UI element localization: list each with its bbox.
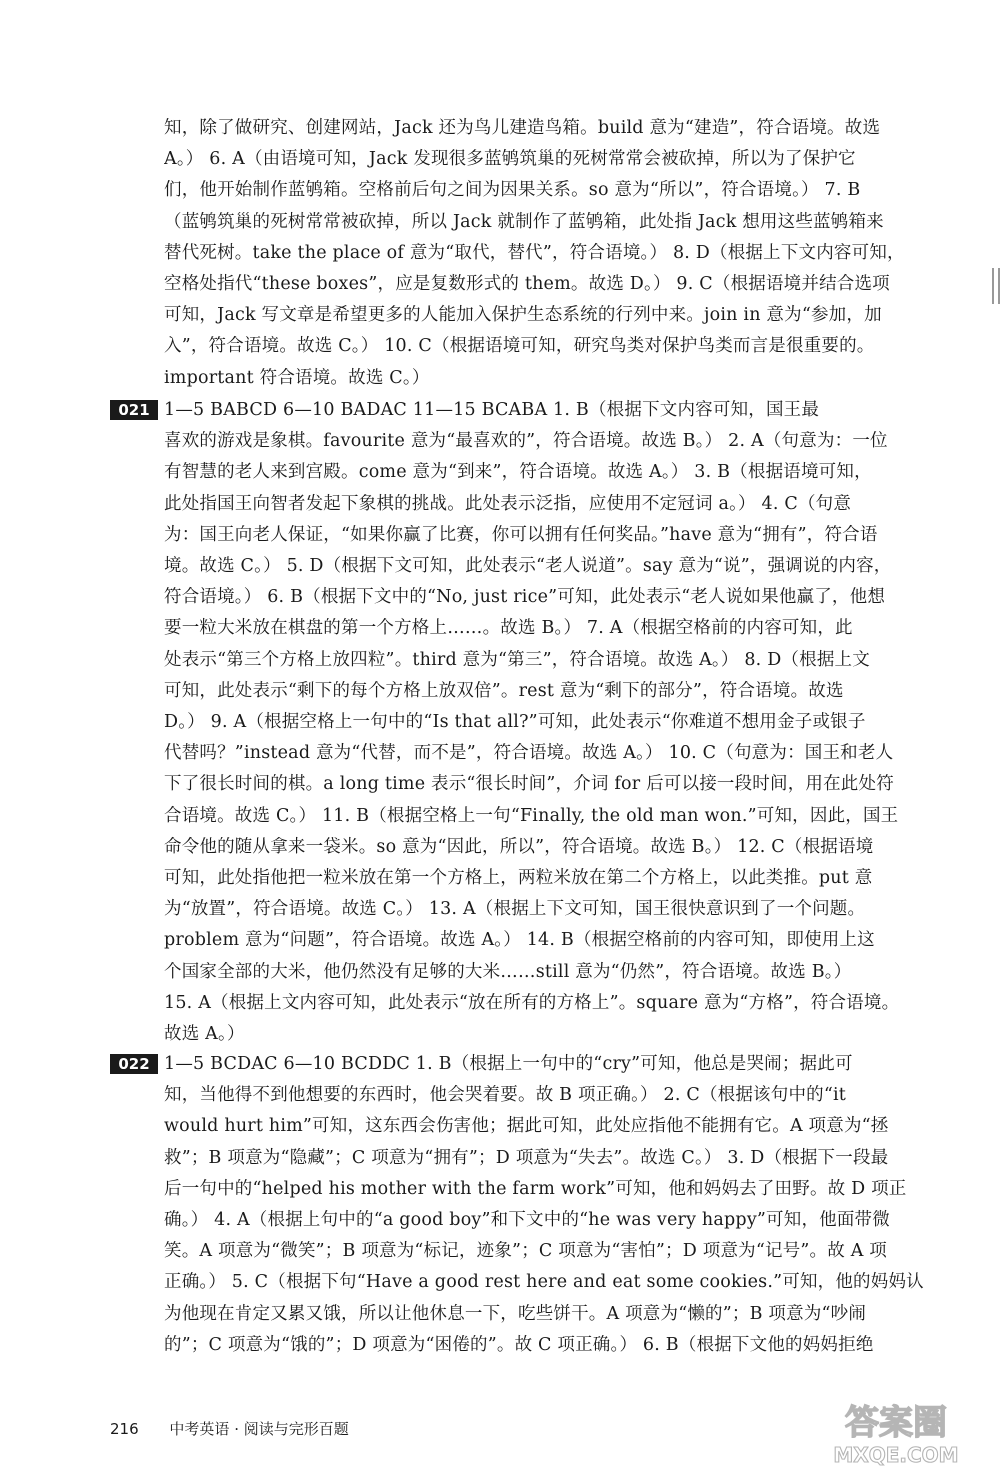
text-line: 代替吗？”instead 意为“代替，而不是”，符合语境。故选 A。） 10. C（句意为：国王和老人 — [164, 743, 894, 764]
text-line: 知，当他得不到他想要的东西时，他会哭着要。故 B 项正确。） 2. C（根据该句中的“it — [164, 1085, 847, 1106]
text-line: important 符合语境。故选 C。） — [164, 367, 430, 388]
text-line: 合语境。故选 C。） 11. B（根据空格上一句“Finally, the old man won.”可知，因此，国王 — [164, 805, 899, 826]
exercise-number-badge: 021 — [110, 400, 158, 420]
text-line: 1—5 BCDAC 6—10 BCDDC 1. B（根据上一句中的“cry”可知，他总是哭闹；据此可 — [164, 1054, 853, 1074]
text-line: D。） 9. A（根据空格上一句中的“Is that all?”可知，此处表示“你难道不想用金子或银子 — [164, 712, 866, 733]
text-line: 处表示“第三个方格上放四粒”。third 意为“第三”，符合语境。故选 A。） 8. D（根据上文 — [164, 649, 870, 670]
text-line: 正确。） 5. C（根据下句“Have a good rest here and eat some cookies.”可知，他的妈妈认 — [164, 1272, 924, 1293]
exercise-number-badge: 022 — [110, 1054, 158, 1074]
text-line: 可知，此处指他把一粒米放在第一个方格上，两粒米放在第二个方格上，以此类推。put 意 — [164, 868, 873, 889]
text-line: 可知，此处表示“剩下的每个方格上放双倍”。rest 意为“剩下的部分”，符合语境。故选 — [164, 680, 844, 701]
text-line: 命令他的随从拿来一袋米。so 意为“因此，所以”，符合语境。故选 B。） 12. C（根据语境 — [164, 836, 874, 857]
text-line: 下了很长时间的棋。a long time 表示“很长时间”，介词 for 后可以接一段时间，用在此处符 — [164, 774, 894, 795]
text-line: 为他现在肯定又累又饿，所以让他休息一下，吃些饼干。A 项意为“懒的”；B 项意为“吵闹 — [164, 1303, 867, 1324]
answer-section-022 — [164, 1049, 942, 1361]
book-title: 中考英语 · 阅读与完形百题 — [169, 1420, 349, 1438]
text-line: 为：国王向老人保证，“如果你赢了比赛，你可以拥有任何奖品。”have 意为“拥有”，符合语 — [164, 524, 878, 545]
watermark-logo — [806, 1396, 986, 1468]
text-line: 有智慧的老人来到宫殿。come 意为“到来”，符合语境。故选 A。） 3. B（根据语境可知， — [164, 462, 872, 483]
page-edge-mark — [992, 268, 1000, 304]
text-line: 境。故选 C。） 5. D（根据下文可知，此处表示“老人说道”。say 意为“说”，强调说的内容， — [164, 556, 892, 577]
text-line: （蓝鸲筑巢的死树常常被砍掉，所以 Jack 就制作了蓝鸲箱，此处指 Jack 想用这些蓝鸲箱来 — [164, 211, 884, 232]
svg-text:MXQE.COM: MXQE.COM — [833, 1443, 959, 1467]
text-line: 确。） 4. A（根据上句中的“a good boy”和下文中的“he was very happy”可知，他面带微 — [164, 1210, 890, 1231]
text-line: 的”；C 项意为“饿的”；D 项意为“困倦的”。故 C 项正确。） 6. B（根据下文他的妈妈拒绝 — [164, 1334, 874, 1355]
text-line: 笑。A 项意为“微笑”；B 项意为“标记，迹象”；C 项意为“害怕”；D 项意为“记号”。故 A 项 — [164, 1241, 888, 1262]
text-line: 个国家全部的大米，他仍然没有足够的大米……still 意为“仍然”，符合语境。故选 B。） — [164, 961, 852, 982]
answer-section-020-continued — [164, 113, 942, 394]
text-line: 知，除了做研究、创建网站，Jack 还为鸟儿建造鸟箱。build 意为“建造”，符合语境。故选 — [164, 118, 881, 138]
text-line: 此处指国王向智者发起下象棋的挑战。此处表示泛指，应使用不定冠词 a。） 4. C（句意 — [164, 493, 852, 514]
text-line: 后一句中的“helped his mother with the farm work”可知，他和妈妈去了田野。故 D 项正 — [164, 1178, 907, 1199]
text-line: 1—5 BABCD 6—10 BADAC 11—15 BCABA 1. B（根据下文内容可知，国王最 — [164, 400, 820, 420]
text-line: 为“放置”，符合语境。故选 C。） 13. A（根据上下文可知，国王很快意识到了一个问题。 — [164, 899, 866, 920]
page-number: 216 — [110, 1420, 139, 1438]
text-line: 们，他开始制作蓝鸲箱。空格前后句之间为因果关系。so 意为“所以”，符合语境。） 7. B — [164, 180, 861, 201]
text-line: 空格处指代“these boxes”，应是复数形式的 them。故选 D。） 9. C（根据语境并结合选项 — [164, 274, 890, 295]
text-line: 15. A（根据上文内容可知，此处表示“放在所有的方格上”。square 意为“方格”，符合语境。 — [164, 992, 900, 1013]
text-line: A。） 6. A（由语境可知，Jack 发现很多蓝鸲筑巢的死树常常会被砍掉，所以为了保护它 — [164, 149, 856, 170]
svg-text:答案圈: 答案圈 — [845, 1403, 947, 1443]
text-line: problem 意为“问题”，符合语境。故选 A。） 14. B（根据空格前的内容可知，即使用上这 — [164, 930, 875, 951]
text-line: 可知，Jack 写文章是希望更多的人能加入保护生态系统的行列中来。join in 意为“参加，加 — [164, 305, 882, 326]
text-line: would hurt him”可知，这东西会伤害他；据此可知，此处应指他不能拥有它。A 项意为“拯 — [164, 1116, 889, 1137]
text-line: 要一粒大米放在棋盘的第一个方格上……。故选 B。） 7. A（根据空格前的内容可知，此 — [164, 618, 853, 639]
text-line: 入”，符合语境。故选 C。） 10. C（根据语境可知，研究鸟类对保护鸟类而言是很重要的。 — [164, 336, 875, 357]
text-line: 替代死树。take the place of 意为“取代，替代”，符合语境。） 8. D（根据上下文内容可知， — [164, 242, 905, 263]
answer-section-021 — [164, 395, 942, 1050]
text-line: 喜欢的游戏是象棋。favourite 意为“最喜欢的”，符合语境。故选 B。） 2. A（句意为：一位 — [164, 431, 888, 452]
text-line: 故选 A。） — [164, 1024, 245, 1045]
text-line: 救”；B 项意为“隐藏”；C 项意为“拥有”；D 项意为“失去”。故选 C。） 3. D（根据下一段最 — [164, 1147, 889, 1168]
text-line: 符合语境。） 6. B（根据下文中的“No, just rice”可知，此处表示“老人说如果他赢了，他想 — [164, 587, 886, 608]
page-footer — [110, 1418, 349, 1439]
